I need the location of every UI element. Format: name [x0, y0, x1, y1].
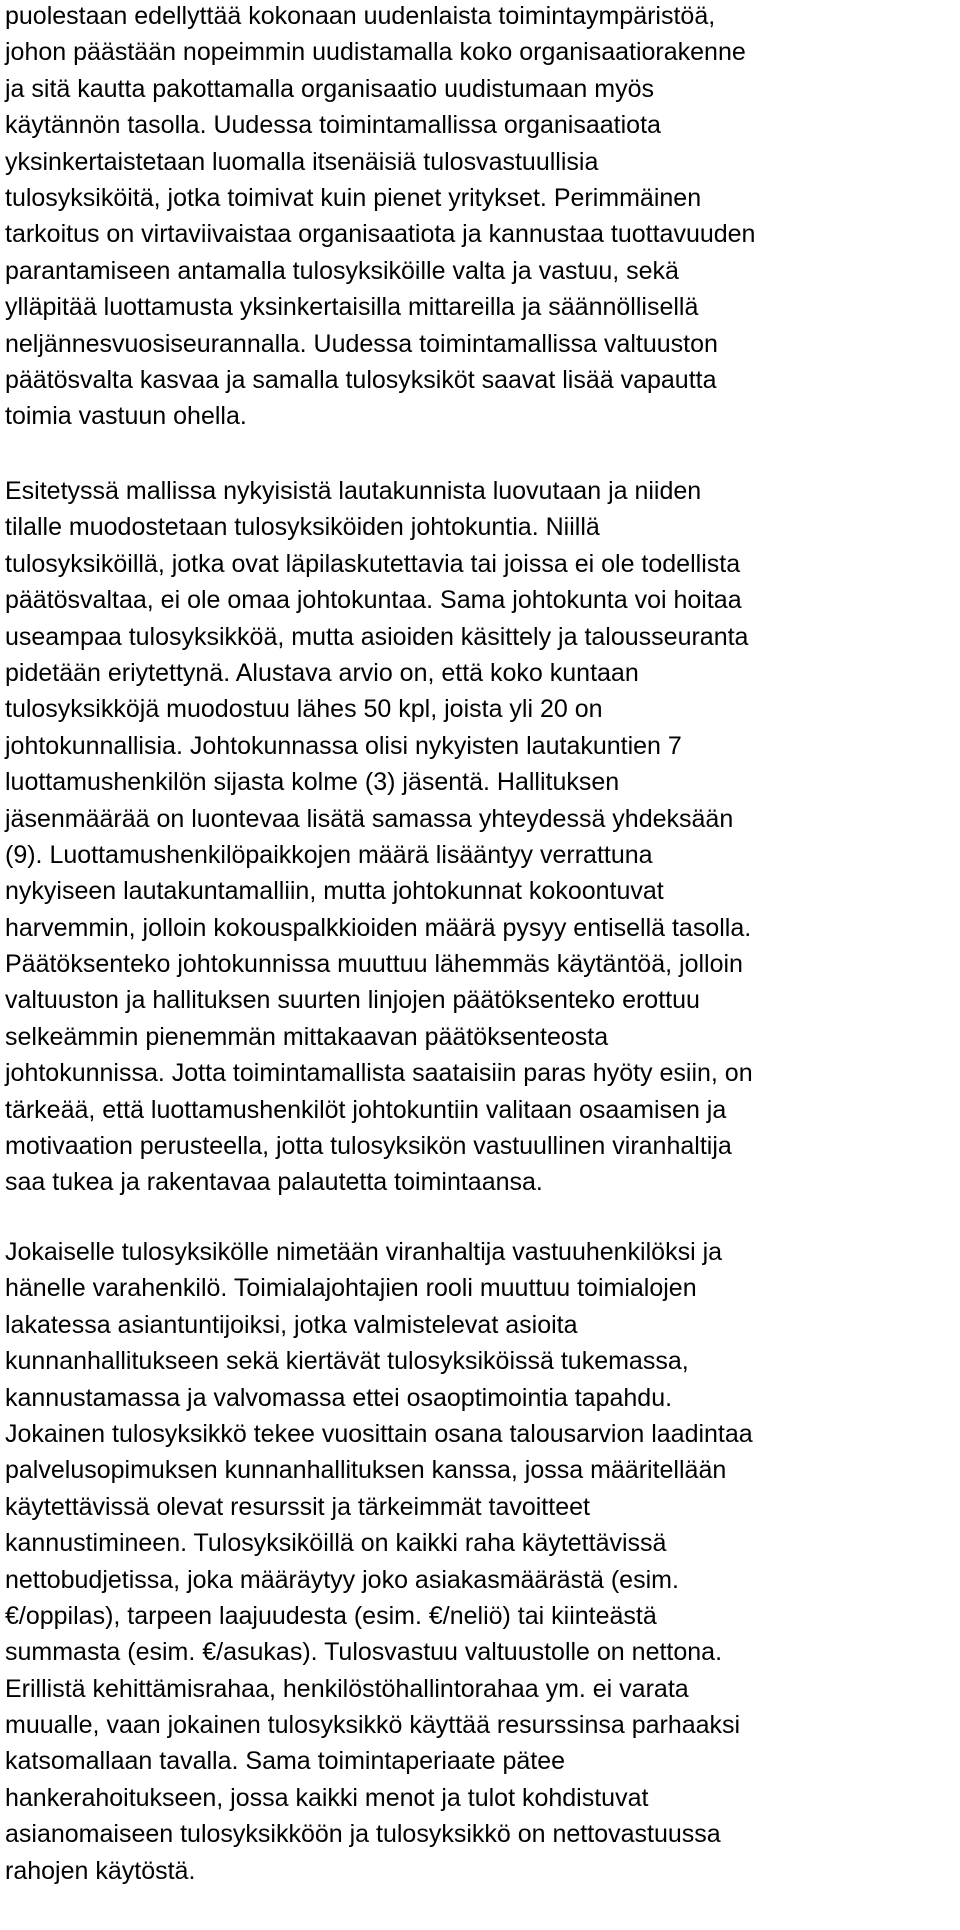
- text-line: nykyiseen lautakuntamalliin, mutta johtokunnat kokoontuvat: [5, 877, 664, 906]
- text-line: yksinkertaistetaan luomalla itsenäisiä tulosvastuullisia: [5, 147, 599, 176]
- text-line: asianomaiseen tulosyksikköön ja tulosyksikkö on nettovastuussa: [5, 1820, 721, 1849]
- text-line: tarkoitus on virtaviivaistaa organisaatiota ja kannustaa tuottavuuden: [5, 220, 756, 249]
- paragraph-1: [5, 0, 755, 435]
- text-line: päätösvalta kasvaa ja samalla tulosyksiköt saavat lisää vapautta: [5, 365, 717, 394]
- text-line: selkeämmin pienemmän mittakaavan päätöksenteosta: [5, 1022, 609, 1051]
- text-line: Päätöksenteko johtokunnissa muuttuu lähemmäs käytäntöä, jolloin: [5, 950, 743, 979]
- text-line: johtokunnallisia. Johtokunnassa olisi nykyisten lautakuntien 7: [5, 731, 682, 760]
- paragraph-2: [5, 473, 753, 1201]
- text-line: päätösvaltaa, ei ole omaa johtokuntaa. Sama johtokunta voi hoitaa: [5, 586, 742, 615]
- text-line: (9). Luottamushenkilöpaikkojen määrä lisääntyy verrattuna: [5, 840, 653, 869]
- text-line: tilalle muodostetaan tulosyksiköiden johtokuntia. Niillä: [5, 513, 600, 542]
- text-line: käytettävissä olevat resurssit ja tärkeimmät tavoitteet: [5, 1492, 590, 1521]
- text-line: kunnanhallitukseen sekä kiertävät tulosyksiköissä tukemassa,: [5, 1347, 689, 1376]
- text-line: ja sitä kautta pakottamalla organisaatio uudistumaan myös: [5, 74, 654, 103]
- text-line: muualle, vaan jokainen tulosyksikkö käyttää resurssinsa parhaaksi: [5, 1711, 741, 1740]
- text-line: summasta (esim. €/asukas). Tulosvastuu valtuustolle on nettona.: [5, 1638, 723, 1667]
- text-line: Esitetyssä mallissa nykyisistä lautakunnista luovutaan ja niiden: [5, 477, 702, 505]
- text-line: Erillistä kehittämisrahaa, henkilöstöhallintorahaa ym. ei varata: [5, 1674, 689, 1703]
- text-line: valtuuston ja hallituksen suurten linjojen päätöksenteko erottuu: [5, 986, 700, 1015]
- text-line: tulosyksiköillä, jotka ovat läpilaskutettavia tai joissa ei ole todellista: [5, 549, 741, 578]
- text-line: Jokaiselle tulosyksikölle nimetään viranhaltija vastuuhenkilöksi ja: [5, 1238, 723, 1266]
- text-line: rahojen käytöstä.: [5, 1856, 196, 1885]
- text-line: tärkeää, että luottamushenkilöt johtokuntiin valitaan osaamisen ja: [5, 1095, 727, 1124]
- text-line: tulosyksikköjä muodostuu lähes 50 kpl, joista yli 20 on: [5, 695, 603, 724]
- text-line: neljännesvuosiseurannalla. Uudessa toimintamallissa valtuuston: [5, 329, 718, 358]
- text-line: useampaa tulosyksikköä, mutta asioiden käsittely ja talousseuranta: [5, 622, 749, 651]
- text-line: motivaation perusteella, jotta tulosyksikön vastuullinen viranhaltija: [5, 1132, 732, 1161]
- text-line: palvelusopimuksen kunnanhallituksen kanssa, jossa määritellään: [5, 1456, 727, 1485]
- text-line: nettobudjetissa, joka määräytyy joko asiakasmäärästä (esim.: [5, 1565, 679, 1594]
- paragraph-3: [5, 1234, 753, 1889]
- text-line: €/oppilas), tarpeen laajuudesta (esim. €/neliö) tai kiinteästä: [5, 1601, 657, 1630]
- text-line: johon päästään nopeimmin uudistamalla koko organisaatiorakenne: [5, 38, 746, 67]
- text-line: hankerahoitukseen, jossa kaikki menot ja tulot kohdistuvat: [5, 1783, 649, 1812]
- text-line: luottamushenkilön sijasta kolme (3) jäsentä. Hallituksen: [5, 768, 620, 797]
- text-line: lakatessa asiantuntijoiksi, jotka valmistelevat asioita: [5, 1310, 578, 1339]
- text-line: johtokunnissa. Jotta toimintamallista saataisiin paras hyöty esiin, on: [5, 1059, 753, 1088]
- text-line: ylläpitää luottamusta yksinkertaisilla mittareilla ja säännöllisellä: [5, 293, 699, 322]
- text-line: jäsenmäärää on luontevaa lisätä samassa yhteydessä yhdeksään: [5, 804, 734, 833]
- text-line: saa tukea ja rakentavaa palautetta toimintaansa.: [5, 1168, 543, 1197]
- text-line: kannustimineen. Tulosyksiköillä on kaikki raha käytettävissä: [5, 1529, 667, 1558]
- text-line: tulosyksiköitä, jotka toimivat kuin pienet yritykset. Perimmäinen: [5, 183, 702, 212]
- text-line: parantamiseen antamalla tulosyksiköille valta ja vastuu, sekä: [5, 256, 679, 285]
- text-line: Jokainen tulosyksikkö tekee vuosittain osana talousarvion laadintaa: [5, 1419, 753, 1448]
- text-line: toimia vastuun ohella.: [5, 402, 247, 431]
- text-line: käytännön tasolla. Uudessa toimintamallissa organisaatiota: [5, 111, 661, 140]
- text-line: kannustamassa ja valvomassa ettei osaoptimointia tapahdu.: [5, 1383, 673, 1412]
- text-line: pidetään eriytettynä. Alustava arvio on, että koko kuntaan: [5, 658, 639, 687]
- text-line: harvemmin, jolloin kokouspalkkioiden määrä pysyy entisellä tasolla.: [5, 913, 752, 942]
- text-line: hänelle varahenkilö. Toimialajohtajien rooli muuttuu toimialojen: [5, 1274, 697, 1303]
- text-line: katsomallaan tavalla. Sama toimintaperiaate pätee: [5, 1747, 566, 1776]
- text-line: puolestaan edellyttää kokonaan uudenlaista toimintaympäristöä,: [5, 2, 716, 30]
